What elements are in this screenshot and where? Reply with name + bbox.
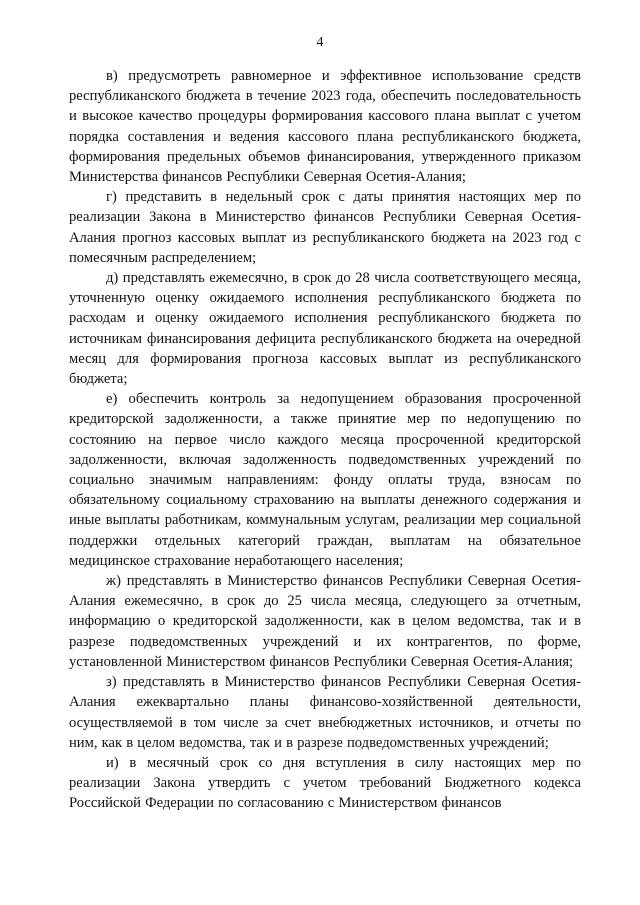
document-body — [69, 66, 581, 814]
paragraph-g: г) представить в недельный срок с даты принятия настоящих мер по реализации Закона в Министерство финансов Республики Северная Осетия-Алания прогноз кассовых выплат из республиканского бюджета на 2023 год с помесячным распределением; — [69, 189, 581, 266]
paragraph-z: з) представлять в Министерство финансов Республики Северная Осетия-Алания ежеквартально планы финансово-хозяйственной деятельности, осуществляемой в том числе за счет внебюджетных источников, и отчеты по ним, как в целом ведомства, так и в разрезе подведомственных учреждений; — [69, 674, 581, 751]
paragraph-i: и) в месячный срок со дня вступления в силу настоящих мер по реализации Закона утвердить с учетом требований Бюджетного кодекса Российской Федерации по согласованию с Министерством финансов — [69, 754, 581, 812]
paragraph-d: д) представлять ежемесячно, в срок до 28 числа соответствующего месяца, уточненную оценку ожидаемого исполнения республиканского бюджета по расходам и оценку ожидаемого исполнения республиканского бюджета по источникам финансирования дефицита республиканского бюджета на очередной месяц для формирования прогноза кассовых выплат из республиканского бюджета; — [69, 270, 581, 388]
paragraph-e: е) обеспечить контроль за недопущением образования просроченной кредиторской задолженности, а также принятие мер по недопущению по состоянию на первое число каждого месяца просроченной кредиторской задолженности, включая задолженность подведомственных учреждений по социально значимым направлениям: фонду оплаты труда, взносам по обязательному социальному страхованию на выплаты денежного содержания и иные выплаты работникам, коммунальным услугам, реализации мер социальной поддержки отдельных категорий граждан, выплатам на обязательное медицинское страхование неработающего населения; — [69, 391, 581, 569]
paragraph-zh: ж) представлять в Министерство финансов Республики Северная Осетия-Алания ежемесячно, в срок до 25 числа месяца, следующего за отчетным, информацию о кредиторской задолженности, как в целом ведомства, так и в разрезе подведомственных учреждений и их контрагентов, по форме, установленной Министерством финансов Республики Северная Осетия-Алания; — [69, 573, 581, 670]
page-number: 4 — [316, 35, 324, 50]
paragraph-v: в) предусмотреть равномерное и эффективное использование средств республиканского бюджета в течение 2023 года, обеспечить последовательность и высокое качество процедуры формирования кассового плана выплат с учетом порядка составления и ведения кассового плана республиканского бюджета, формирования предельных объемов финансирования, утвержденного приказом Министерства финансов Республики Северная Осетия-Алания; — [69, 68, 581, 186]
